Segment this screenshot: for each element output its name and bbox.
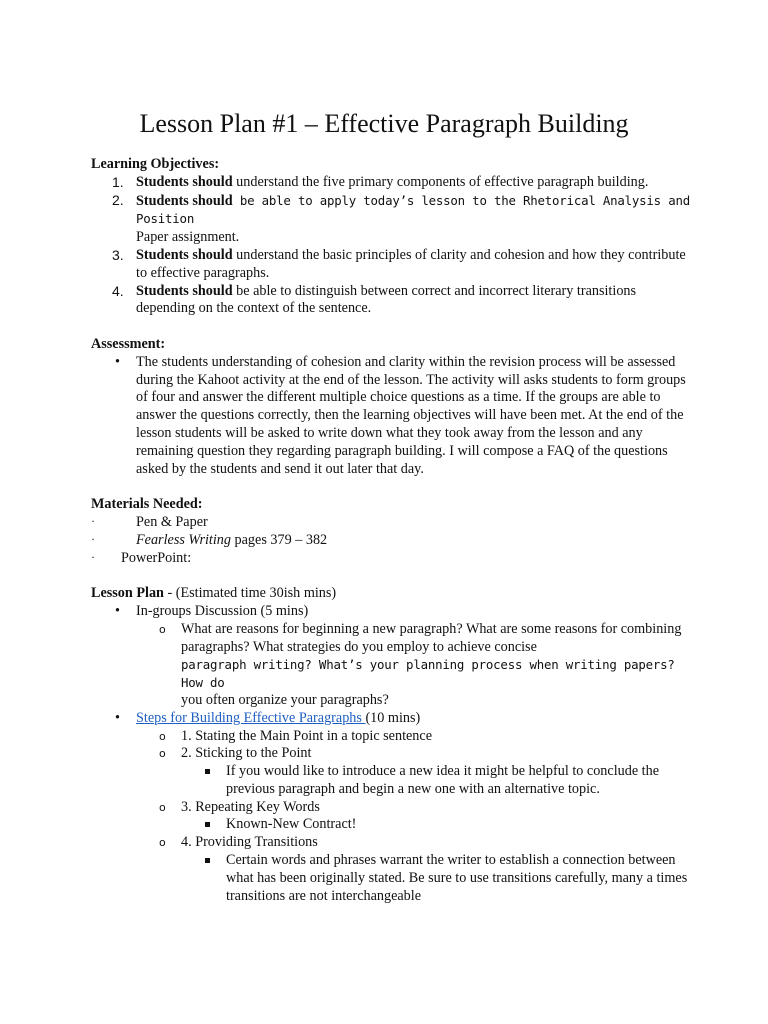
lesson-heading-detail: - (Estimated time 30ish mins): [163, 585, 337, 602]
materials-text: PowerPoint:: [121, 549, 192, 566]
circle-bullet-icon: o: [159, 729, 166, 743]
lesson-list: [91, 710, 691, 728]
square-bullet-icon: [205, 858, 210, 863]
step-item: [91, 745, 691, 763]
circle-bullet-icon: o: [159, 747, 166, 761]
steps-time: (10 mins): [365, 709, 421, 726]
discussion-item: [91, 621, 691, 710]
objectives-heading: Learning Objectives:: [91, 156, 220, 172]
objective-item: [91, 174, 691, 192]
lesson-list: [91, 603, 691, 621]
document-body: [91, 156, 691, 905]
lesson-item: [91, 603, 691, 621]
objective-lead: Students should: [136, 282, 233, 299]
step-note: [91, 816, 691, 834]
objectives-list: [91, 174, 691, 318]
step-text: 1. Stating the Main Point in a topic sentence: [181, 727, 432, 744]
objective-item: [91, 283, 691, 319]
objective-text-continued: Paper assignment.: [136, 229, 240, 246]
assessment-text: The students understanding of cohesion and clarity within the revision process will be assessed during the Kahoot activity at the end of the lesson. The activity will asks students to form groups of four and answer the different multiple choice questions as a time. If the groups are able to answer the questions correctly, then the learning objectives will have been met. At the end of the lesson students will be asked to write down what they took away from the lesson and any remaining question they regarding paragraph building. I will compose a FAQ of the questions asked by the students and send it out later that day.: [136, 353, 686, 477]
bullet-icon: •: [115, 353, 120, 370]
circle-bullet-icon: o: [159, 836, 166, 850]
steps-link[interactable]: Steps for Building Effective Paragraphs: [136, 709, 366, 726]
bullet-icon: •: [115, 709, 120, 726]
objective-number: 4.: [112, 282, 124, 299]
discussion-text: you often organize your paragraphs?: [181, 691, 389, 708]
circle-bullet-icon: o: [159, 800, 166, 814]
objective-lead: Students should: [136, 192, 233, 209]
lesson-heading: [91, 585, 691, 603]
discussion-text: paragraph writing? What’s your planning process when writing papers? How do: [181, 657, 675, 691]
assessment-item: [91, 354, 691, 479]
objective-lead: Students should: [136, 173, 233, 190]
materials-list: [91, 514, 691, 567]
step-note-text: Known-New Contract!: [226, 816, 357, 833]
discussion-label: In-groups Discussion (5 mins): [136, 602, 309, 619]
lesson-item: [91, 710, 691, 728]
materials-heading: Materials Needed:: [91, 496, 203, 513]
middot-icon: ·: [91, 531, 95, 546]
circle-bullet-icon: o: [159, 622, 166, 636]
discussion-sublist: [91, 621, 691, 710]
square-bullet-icon: [205, 769, 210, 774]
middot-icon: ·: [91, 549, 95, 564]
step-item: [91, 799, 691, 817]
step-text: 4. Providing Transitions: [181, 834, 318, 851]
materials-text: pages 379 – 382: [230, 531, 328, 548]
assessment-list: [91, 354, 691, 479]
objective-text: be able to apply today’s lesson to the Rhetorical Analysis and Position: [136, 192, 690, 227]
step-item: [91, 728, 691, 746]
objective-text: be able to distinguish between correct and incorrect literary transitions depending on the context of the sentence.: [136, 282, 637, 317]
materials-text: Pen & Paper: [136, 513, 208, 530]
assessment-heading: Assessment:: [91, 335, 166, 352]
objective-item: [91, 247, 691, 283]
middot-icon: ·: [91, 513, 95, 528]
step-note-list: [91, 816, 691, 834]
objective-item: [91, 192, 691, 247]
step-note-list: [91, 763, 691, 799]
steps-sublist: [91, 799, 691, 817]
objective-text: understand the five primary components of effective paragraph building.: [232, 173, 649, 190]
objective-text: understand the basic principles of clarity and cohesion and how they contribute to effective paragraphs.: [136, 246, 686, 281]
materials-item: [91, 550, 691, 568]
objective-number: 1.: [112, 173, 124, 190]
step-text: 3. Repeating Key Words: [181, 798, 320, 815]
step-text: 2. Sticking to the Point: [181, 745, 312, 762]
step-note-text: If you would like to introduce a new idea it might be helpful to conclude the previous paragraph and begin a new one with an alternative topic.: [226, 763, 659, 797]
step-note: [91, 852, 691, 905]
steps-sublist: [91, 834, 691, 852]
materials-item: [91, 532, 691, 550]
step-note-text: Certain words and phrases warrant the writer to establish a connection between what has been originally stated. Be sure to use transitions carefully, many a times transitions are not interchangeable: [226, 852, 688, 904]
book-title: Fearless Writing: [136, 531, 231, 548]
lesson-heading-label: Lesson Plan: [91, 585, 164, 602]
bullet-icon: •: [115, 602, 120, 619]
square-bullet-icon: [205, 822, 210, 827]
steps-sublist: [91, 728, 691, 764]
objective-number: 2.: [112, 191, 124, 208]
step-note: [91, 763, 691, 799]
step-item: [91, 834, 691, 852]
step-note-list: [91, 852, 691, 905]
page-title: Lesson Plan #1 – Effective Paragraph Building: [139, 109, 629, 138]
objective-lead: Students should: [136, 246, 233, 263]
objective-number: 3.: [112, 246, 124, 263]
discussion-text: What are reasons for beginning a new paragraph? What are some reasons for combining paragraphs? What strategies do you employ to achieve concise: [181, 620, 682, 655]
materials-item: [91, 514, 691, 532]
